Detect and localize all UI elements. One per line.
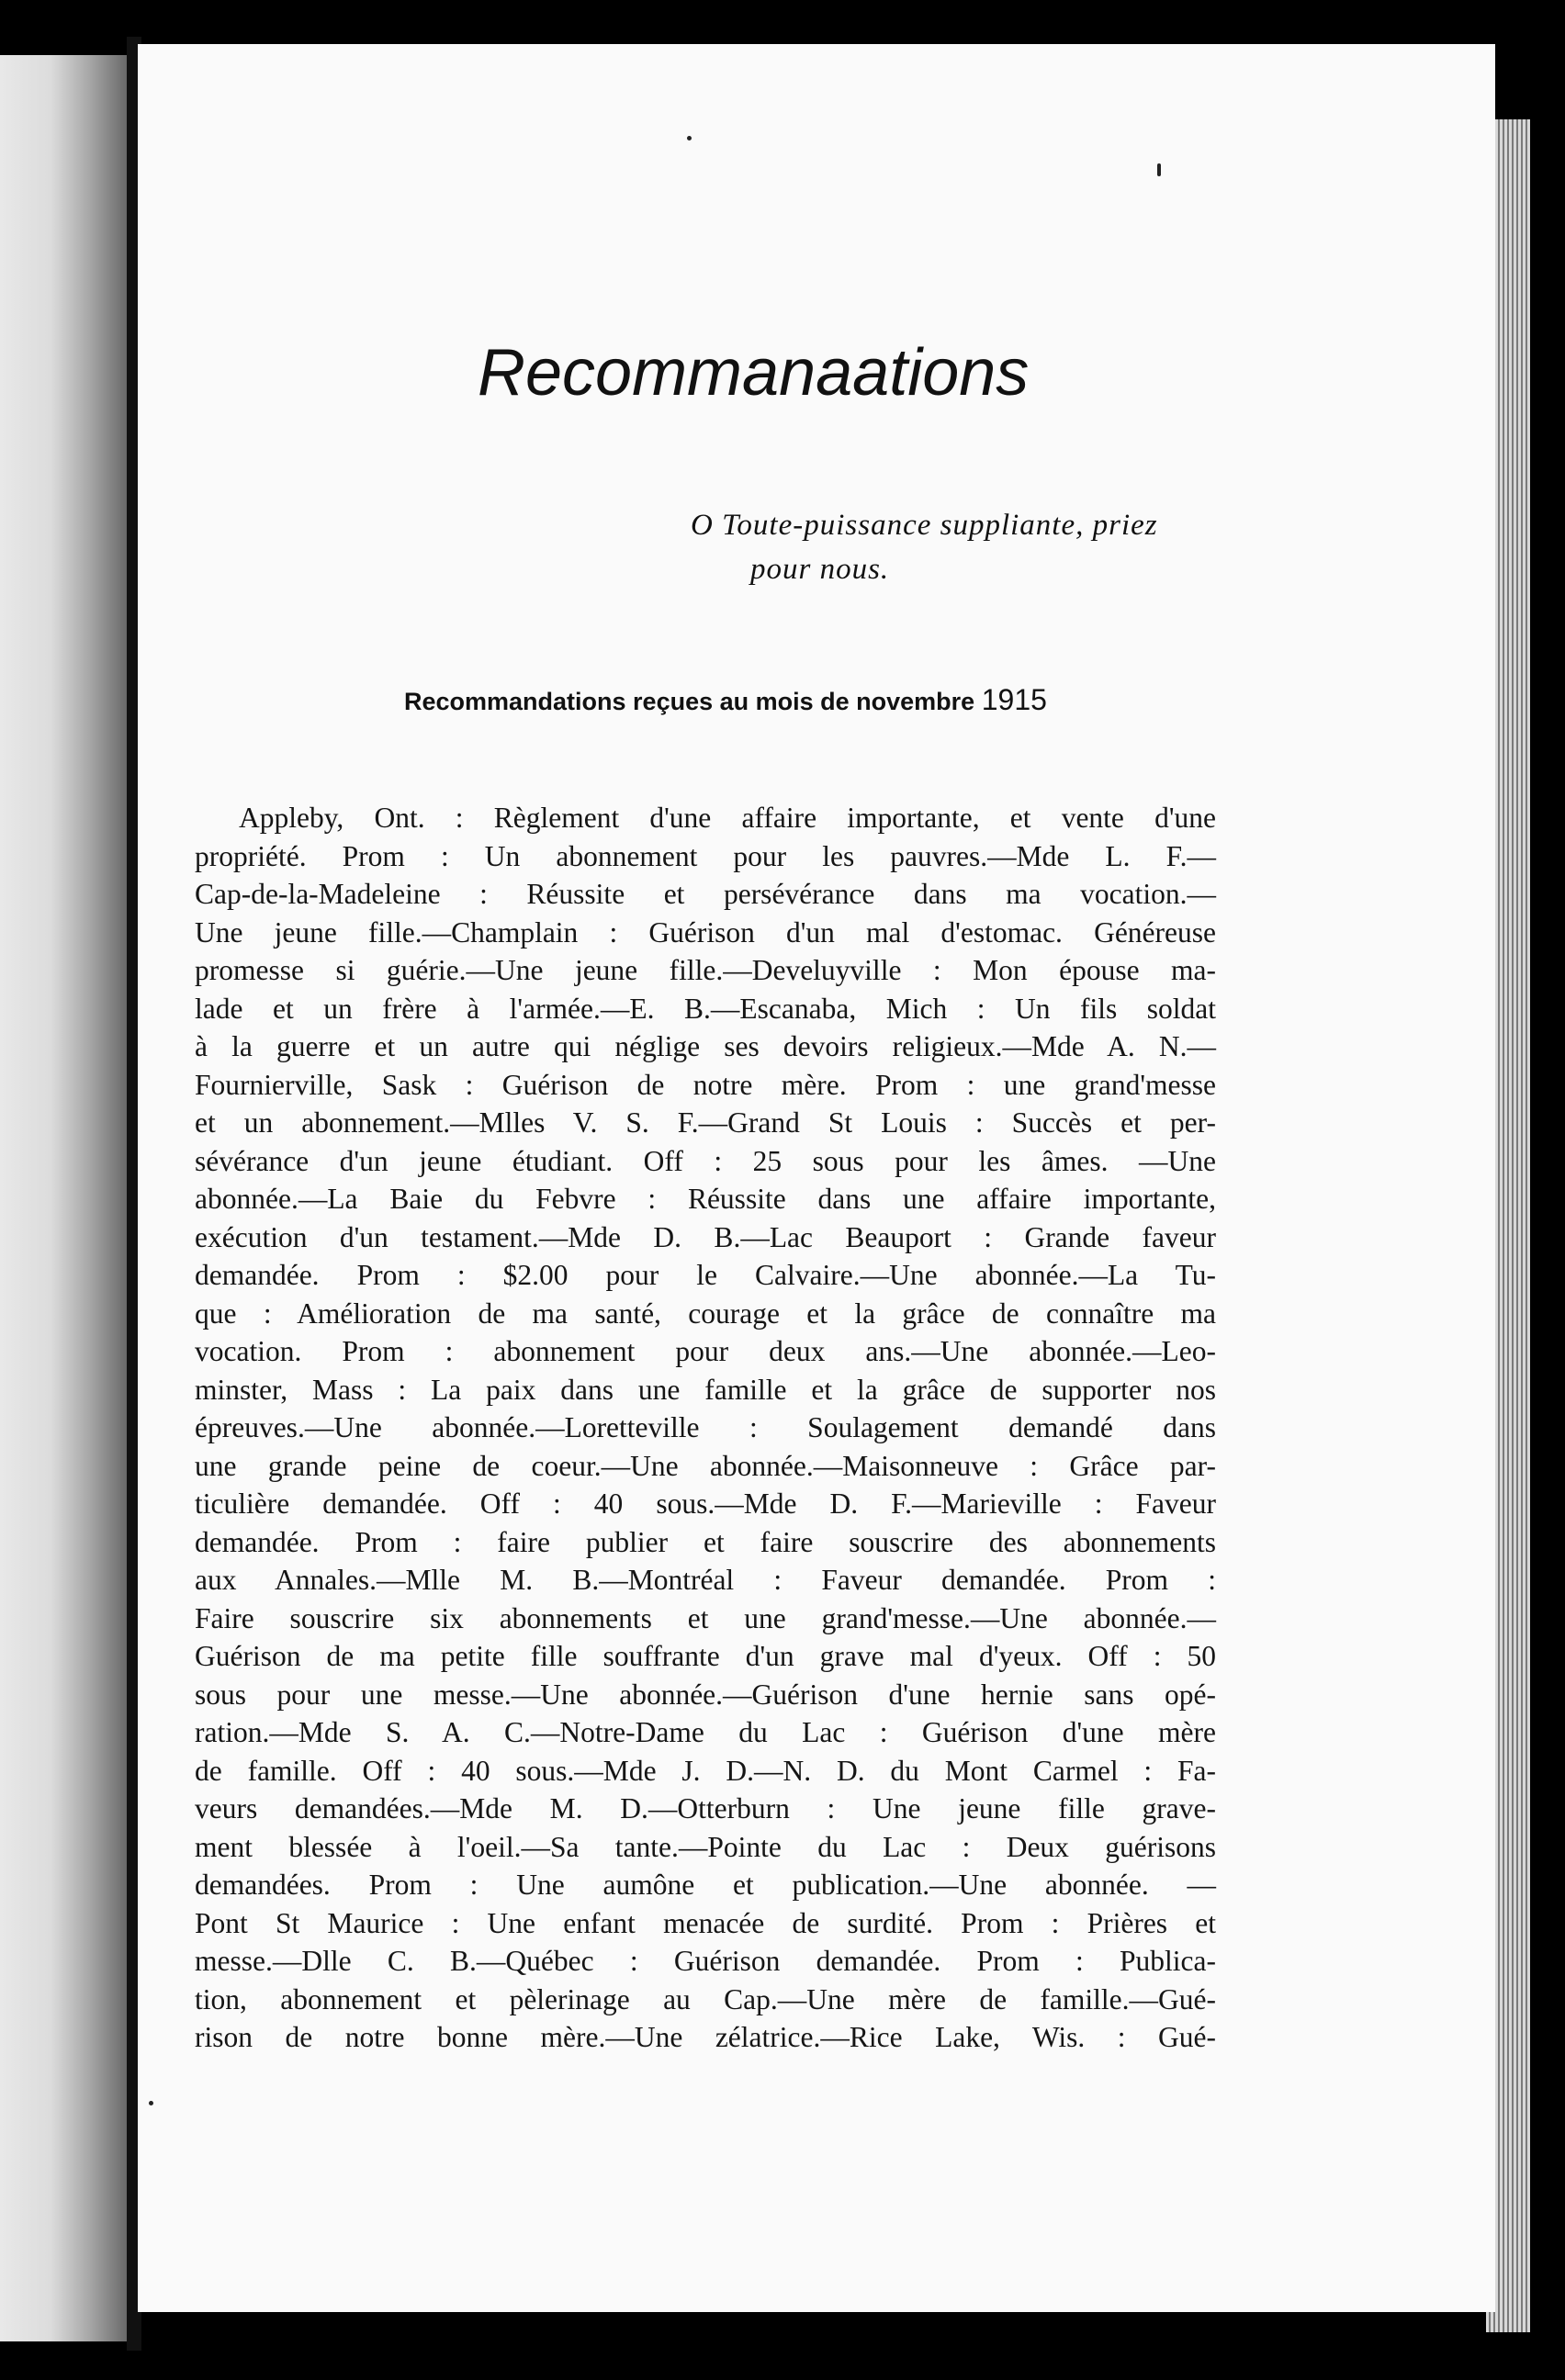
body-line: Faire souscrire six abonnements et une grand'messe.—Une abonnée.— bbox=[195, 1601, 1216, 1634]
body-line: Guérison de ma petite fille souffrante d'un grave mal d'yeux. Off : 50 bbox=[195, 1640, 1216, 1672]
body-line: veurs demandées.—Mde M. D.—Otterburn : Une jeune fille grave- bbox=[195, 1792, 1216, 1824]
body-line: ration.—Mde S. A. C.—Notre-Dame du Lac : Guérison d'une mère bbox=[195, 1716, 1216, 1748]
body-line: Fournierville, Sask : Guérison de notre mère. Prom : une grand'messe bbox=[195, 1068, 1216, 1101]
page-title: Recommanaations bbox=[478, 336, 1030, 410]
body-line: minster, Mass : La paix dans une famille et la grâce de supporter nos bbox=[195, 1373, 1216, 1406]
body-line: Appleby, Ont. : Règlement d'une affaire importante, et vente d'une bbox=[239, 802, 1216, 834]
body-line: abonnée.—La Baie du Febvre : Réussite dans une affaire importante, bbox=[195, 1183, 1216, 1215]
body-line: promesse si guérie.—Une jeune fille.—Develuyville : Mon épouse ma- bbox=[195, 954, 1216, 986]
left-page-edge bbox=[0, 55, 127, 2341]
section-heading bbox=[404, 681, 1084, 720]
body-line: ticulière demandée. Off : 40 sous.—Mde D. F.—Marieville : Faveur bbox=[195, 1488, 1216, 1520]
body-line: sous pour une messe.—Une abonnée.—Guérison d'une hernie sans opé- bbox=[195, 1678, 1216, 1711]
body-line: sévérance d'un jeune étudiant. Off : 25 sous pour les âmes. —Une bbox=[195, 1144, 1216, 1177]
body-line: à la guerre et un autre qui néglige ses devoirs religieux.—Mde A. N.— bbox=[195, 1030, 1216, 1062]
body-line: épreuves.—Une abonnée.—Loretteville : Soulagement demandé dans bbox=[195, 1411, 1216, 1443]
body-line: et un abonnement.—Mlles V. S. F.—Grand St Louis : Succès et per- bbox=[195, 1106, 1216, 1139]
invocation bbox=[691, 503, 1242, 591]
body-line: ment blessée à l'oeil.—Sa tante.—Pointe du Lac : Deux guérisons bbox=[195, 1830, 1216, 1863]
invocation-line-2: pour nous. bbox=[750, 553, 890, 586]
body-line: messe.—Dlle C. B.—Québec : Guérison demandée. Prom : Publica- bbox=[195, 1945, 1216, 1977]
print-speck bbox=[149, 2101, 153, 2105]
body-line: lade et un frère à l'armée.—E. B.—Escanaba, Mich : Un fils soldat bbox=[195, 992, 1216, 1025]
print-speck bbox=[1157, 163, 1161, 176]
body-line: Cap-de-la-Madeleine : Réussite et persévérance dans ma vocation.— bbox=[195, 878, 1216, 910]
body-line: demandées. Prom : Une aumône et publication.—Une abonnée. — bbox=[195, 1869, 1216, 1901]
body-line: aux Annales.—Mlle M. B.—Montréal : Faveur demandée. Prom : bbox=[195, 1564, 1216, 1596]
recommendations-body bbox=[195, 799, 1216, 2057]
body-line: Pont St Maurice : Une enfant menacée de surdité. Prom : Prières et bbox=[195, 1906, 1216, 1939]
body-line: une grande peine de coeur.—Une abonnée.—Maisonneuve : Grâce par- bbox=[195, 1449, 1216, 1482]
body-line: de famille. Off : 40 sous.—Mde J. D.—N. D. du Mont Carmel : Fa- bbox=[195, 1754, 1216, 1787]
print-speck bbox=[687, 136, 692, 140]
body-line: vocation. Prom : abonnement pour deux ans.—Une abonnée.—Leo- bbox=[195, 1335, 1216, 1367]
body-line: tion, abonnement et pèlerinage au Cap.—Une mère de famille.—Gué- bbox=[195, 1982, 1216, 2015]
body-line: exécution d'un testament.—Mde D. B.—Lac Beauport : Grande faveur bbox=[195, 1220, 1216, 1253]
invocation-line-1: O Toute-puissance suppliante, priez bbox=[691, 509, 1158, 542]
body-line: demandée. Prom : faire publier et faire souscrire des abonnements bbox=[195, 1525, 1216, 1558]
body-line: demandée. Prom : $2.00 pour le Calvaire.—Une abonnée.—La Tu- bbox=[195, 1259, 1216, 1291]
body-line: rison de notre bonne mère.—Une zélatrice.—Rice Lake, Wis. : Gué- bbox=[195, 2021, 1216, 2053]
body-line: Une jeune fille.—Champlain : Guérison d'un mal d'estomac. Généreuse bbox=[195, 915, 1216, 949]
section-heading-year: 1915 bbox=[981, 683, 1047, 716]
body-line: que : Amélioration de ma santé, courage et la grâce de connaître ma bbox=[195, 1297, 1216, 1330]
body-line: propriété. Prom : Un abonnement pour les pauvres.—Mde L. F.— bbox=[195, 839, 1216, 872]
section-heading-text: Recommandations reçues au mois de novembre bbox=[404, 688, 975, 715]
